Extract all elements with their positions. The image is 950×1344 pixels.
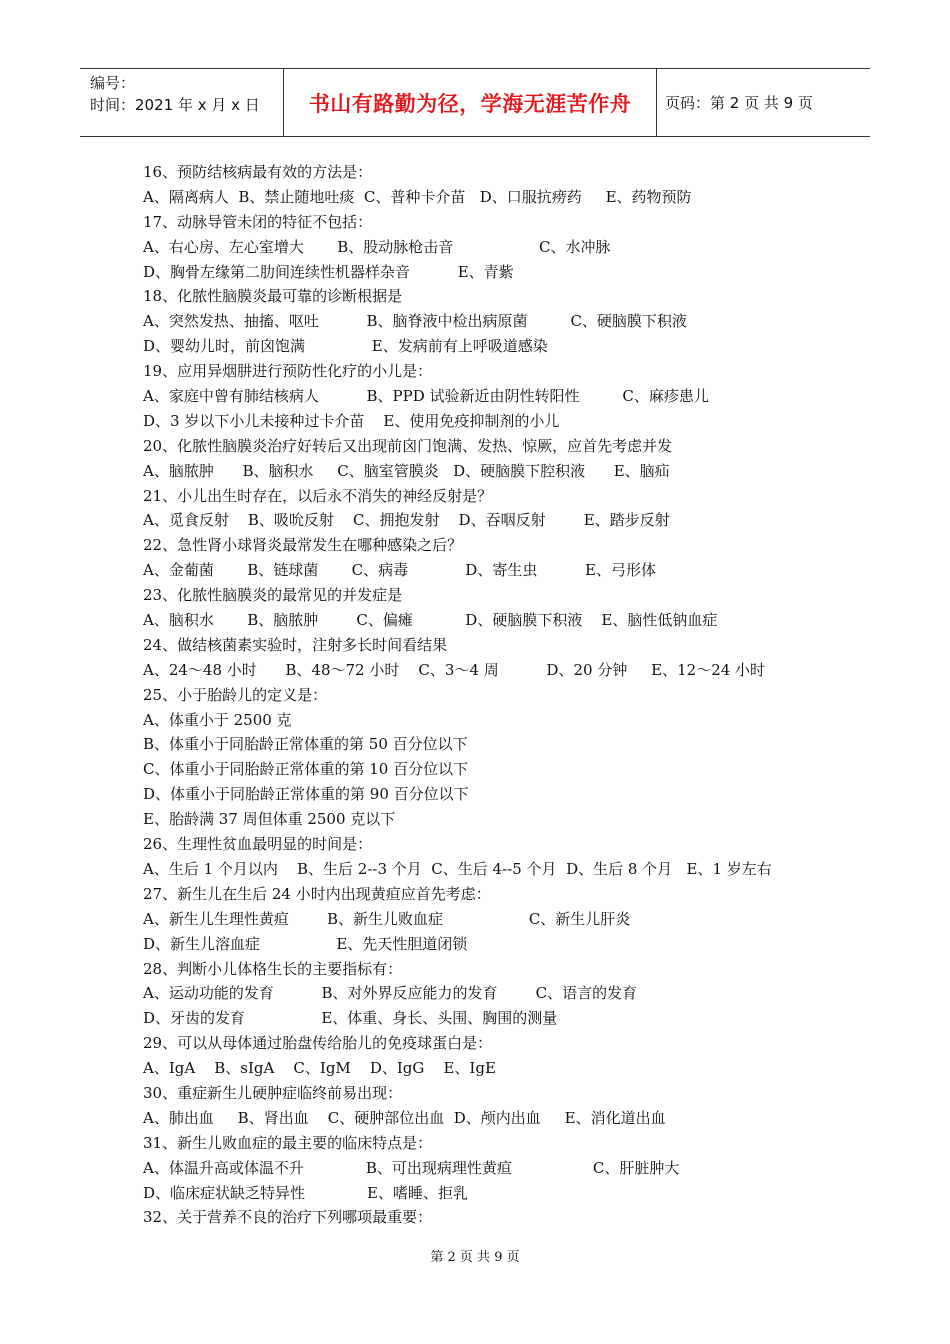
question-stem: 31、新生儿败血症的最主要的临床特点是： — [143, 1133, 433, 1152]
answer-options: A、隔离病人 B、禁止随地吐痰 C、普种卡介苗 D、口服抗痨药 E、药物预防 — [143, 187, 692, 206]
answer-options: D、临床症状缺乏特异性 E、嗜睡、拒乳 — [143, 1183, 468, 1202]
question-stem: 16、预防结核病最有效的方法是： — [143, 163, 373, 181]
answer-options: A、突然发热、抽搐、呕吐 B、脑脊液中检出病原菌 C、硬脑膜下积液 — [143, 312, 687, 331]
question-stem: 20、化脓性脑膜炎治疗好转后又出现前囟门饱满、发热、惊厥，应首先考虑并发 — [143, 436, 673, 455]
question-stem: 26、生理性贫血最明显的时间是： — [143, 835, 373, 854]
answer-options: E、胎龄满 37 周但体重 2500 克以下 — [143, 810, 396, 829]
header-motto: 书山有路勤为径，学海无涯苦作舟 — [283, 69, 657, 136]
document-code-label: 编号： — [90, 74, 136, 92]
answer-options: A、觅食反射 B、吸吮反射 C、拥抱发射 D、吞咽反射 E、踏步反射 — [143, 511, 670, 530]
answer-options: A、运动功能的发育 B、对外界反应能力的发育 C、语言的发育 — [143, 984, 638, 1003]
answer-options: A、肺出血 B、肾出血 C、硬肿部位出血 D、颅内出血 E、消化道出血 — [143, 1108, 666, 1127]
question-stem: 24、做结核菌素实验时，注射多长时间看结果 — [143, 635, 448, 654]
question-stem: 22、急性肾小球肾炎最常发生在哪种感染之后？ — [143, 536, 463, 555]
question-stem: 23、化脓性脑膜炎的最常见的并发症是 — [143, 586, 403, 605]
question-list — [143, 160, 843, 1230]
question-stem: 32、关于营养不良的治疗下列哪项最重要： — [143, 1208, 433, 1227]
answer-options: B、体重小于同胎龄正常体重的第 50 百分位以下 — [143, 735, 468, 754]
answer-options: D、3 岁以下小儿未接种过卡介苗 E、使用免疫抑制剂的小儿 — [143, 411, 560, 430]
answer-options: A、家庭中曾有肺结核病人 B、PPD 试验新近由阴性转阳性 C、麻疹患儿 — [143, 387, 709, 406]
header-left-cell — [80, 69, 283, 136]
answer-options: D、婴幼儿时，前囟饱满 E、发病前有上呼吸道感染 — [143, 337, 548, 356]
question-stem: 17、动脉导管未闭的特征不包括： — [143, 212, 373, 231]
question-stem: 21、小儿出生时存在，以后永不消失的神经反射是？ — [143, 486, 493, 505]
answer-options: A、24～48 小时 B、48～72 小时 C、3～4 周 D、20 分钟 E、12～24 小时 — [143, 660, 766, 679]
page-header — [80, 68, 870, 137]
question-stem: 29、可以从母体通过胎盘传给胎儿的免疫球蛋白是： — [143, 1034, 493, 1053]
answer-options: A、生后 1 个月以内 B、生后 2--3 个月 C、生后 4--5 个月 D、生后 8 个月 E、1 岁左右 — [143, 859, 772, 878]
question-stem: 28、判断小儿体格生长的主要指标有： — [143, 959, 403, 978]
answer-options: C、体重小于同胎龄正常体重的第 10 百分位以下 — [143, 760, 469, 779]
answer-options: A、体重小于 2500 克 — [143, 710, 292, 729]
answer-options: A、IgA B、sIgA C、IgM D、IgG E、IgE — [143, 1059, 496, 1078]
answer-options: D、胸骨左缘第二肋间连续性机器样杂音 E、青紫 — [143, 262, 514, 281]
answer-options: A、右心房、左心室增大 B、股动脉枪击音 C、水冲脉 — [143, 237, 611, 256]
answer-options: A、体温升高或体温不升 B、可出现病理性黄疸 C、肝脏肿大 — [143, 1158, 680, 1177]
answer-options: A、脑脓肿 B、脑积水 C、脑室管膜炎 D、硬脑膜下腔积液 E、脑疝 — [143, 461, 670, 480]
question-stem: 27、新生儿在生后 24 小时内出现黄疸应首先考虑： — [143, 884, 491, 903]
question-stem: 19、应用异烟肼进行预防性化疗的小儿是： — [143, 362, 433, 381]
answer-options: D、体重小于同胎龄正常体重的第 90 百分位以下 — [143, 785, 469, 804]
question-stem: 18、化脓性脑膜炎最可靠的诊断根据是 — [143, 287, 403, 306]
header-page-info: 页码：第 2 页 共 9 页 — [665, 94, 813, 112]
document-date: 时间：2021 年 x 月 x 日 — [90, 96, 260, 114]
question-stem: 30、重症新生儿硬肿症临终前易出现： — [143, 1083, 403, 1102]
answer-options: D、牙齿的发育 E、体重、身长、头围、胸围的测量 — [143, 1009, 558, 1028]
answer-options: A、金葡菌 B、链球菌 C、病毒 D、寄生虫 E、弓形体 — [143, 561, 656, 580]
answer-options: A、新生儿生理性黄疸 B、新生儿败血症 C、新生儿肝炎 — [143, 909, 631, 928]
page-footer: 第 2 页 共 9 页 — [430, 1250, 520, 1265]
answer-options: A、脑积水 B、脑脓肿 C、偏瘫 D、硬脑膜下积液 E、脑性低钠血症 — [143, 611, 718, 630]
answer-options: D、新生儿溶血症 E、先天性胆道闭锁 — [143, 934, 468, 953]
question-stem: 25、小于胎龄儿的定义是： — [143, 685, 328, 704]
